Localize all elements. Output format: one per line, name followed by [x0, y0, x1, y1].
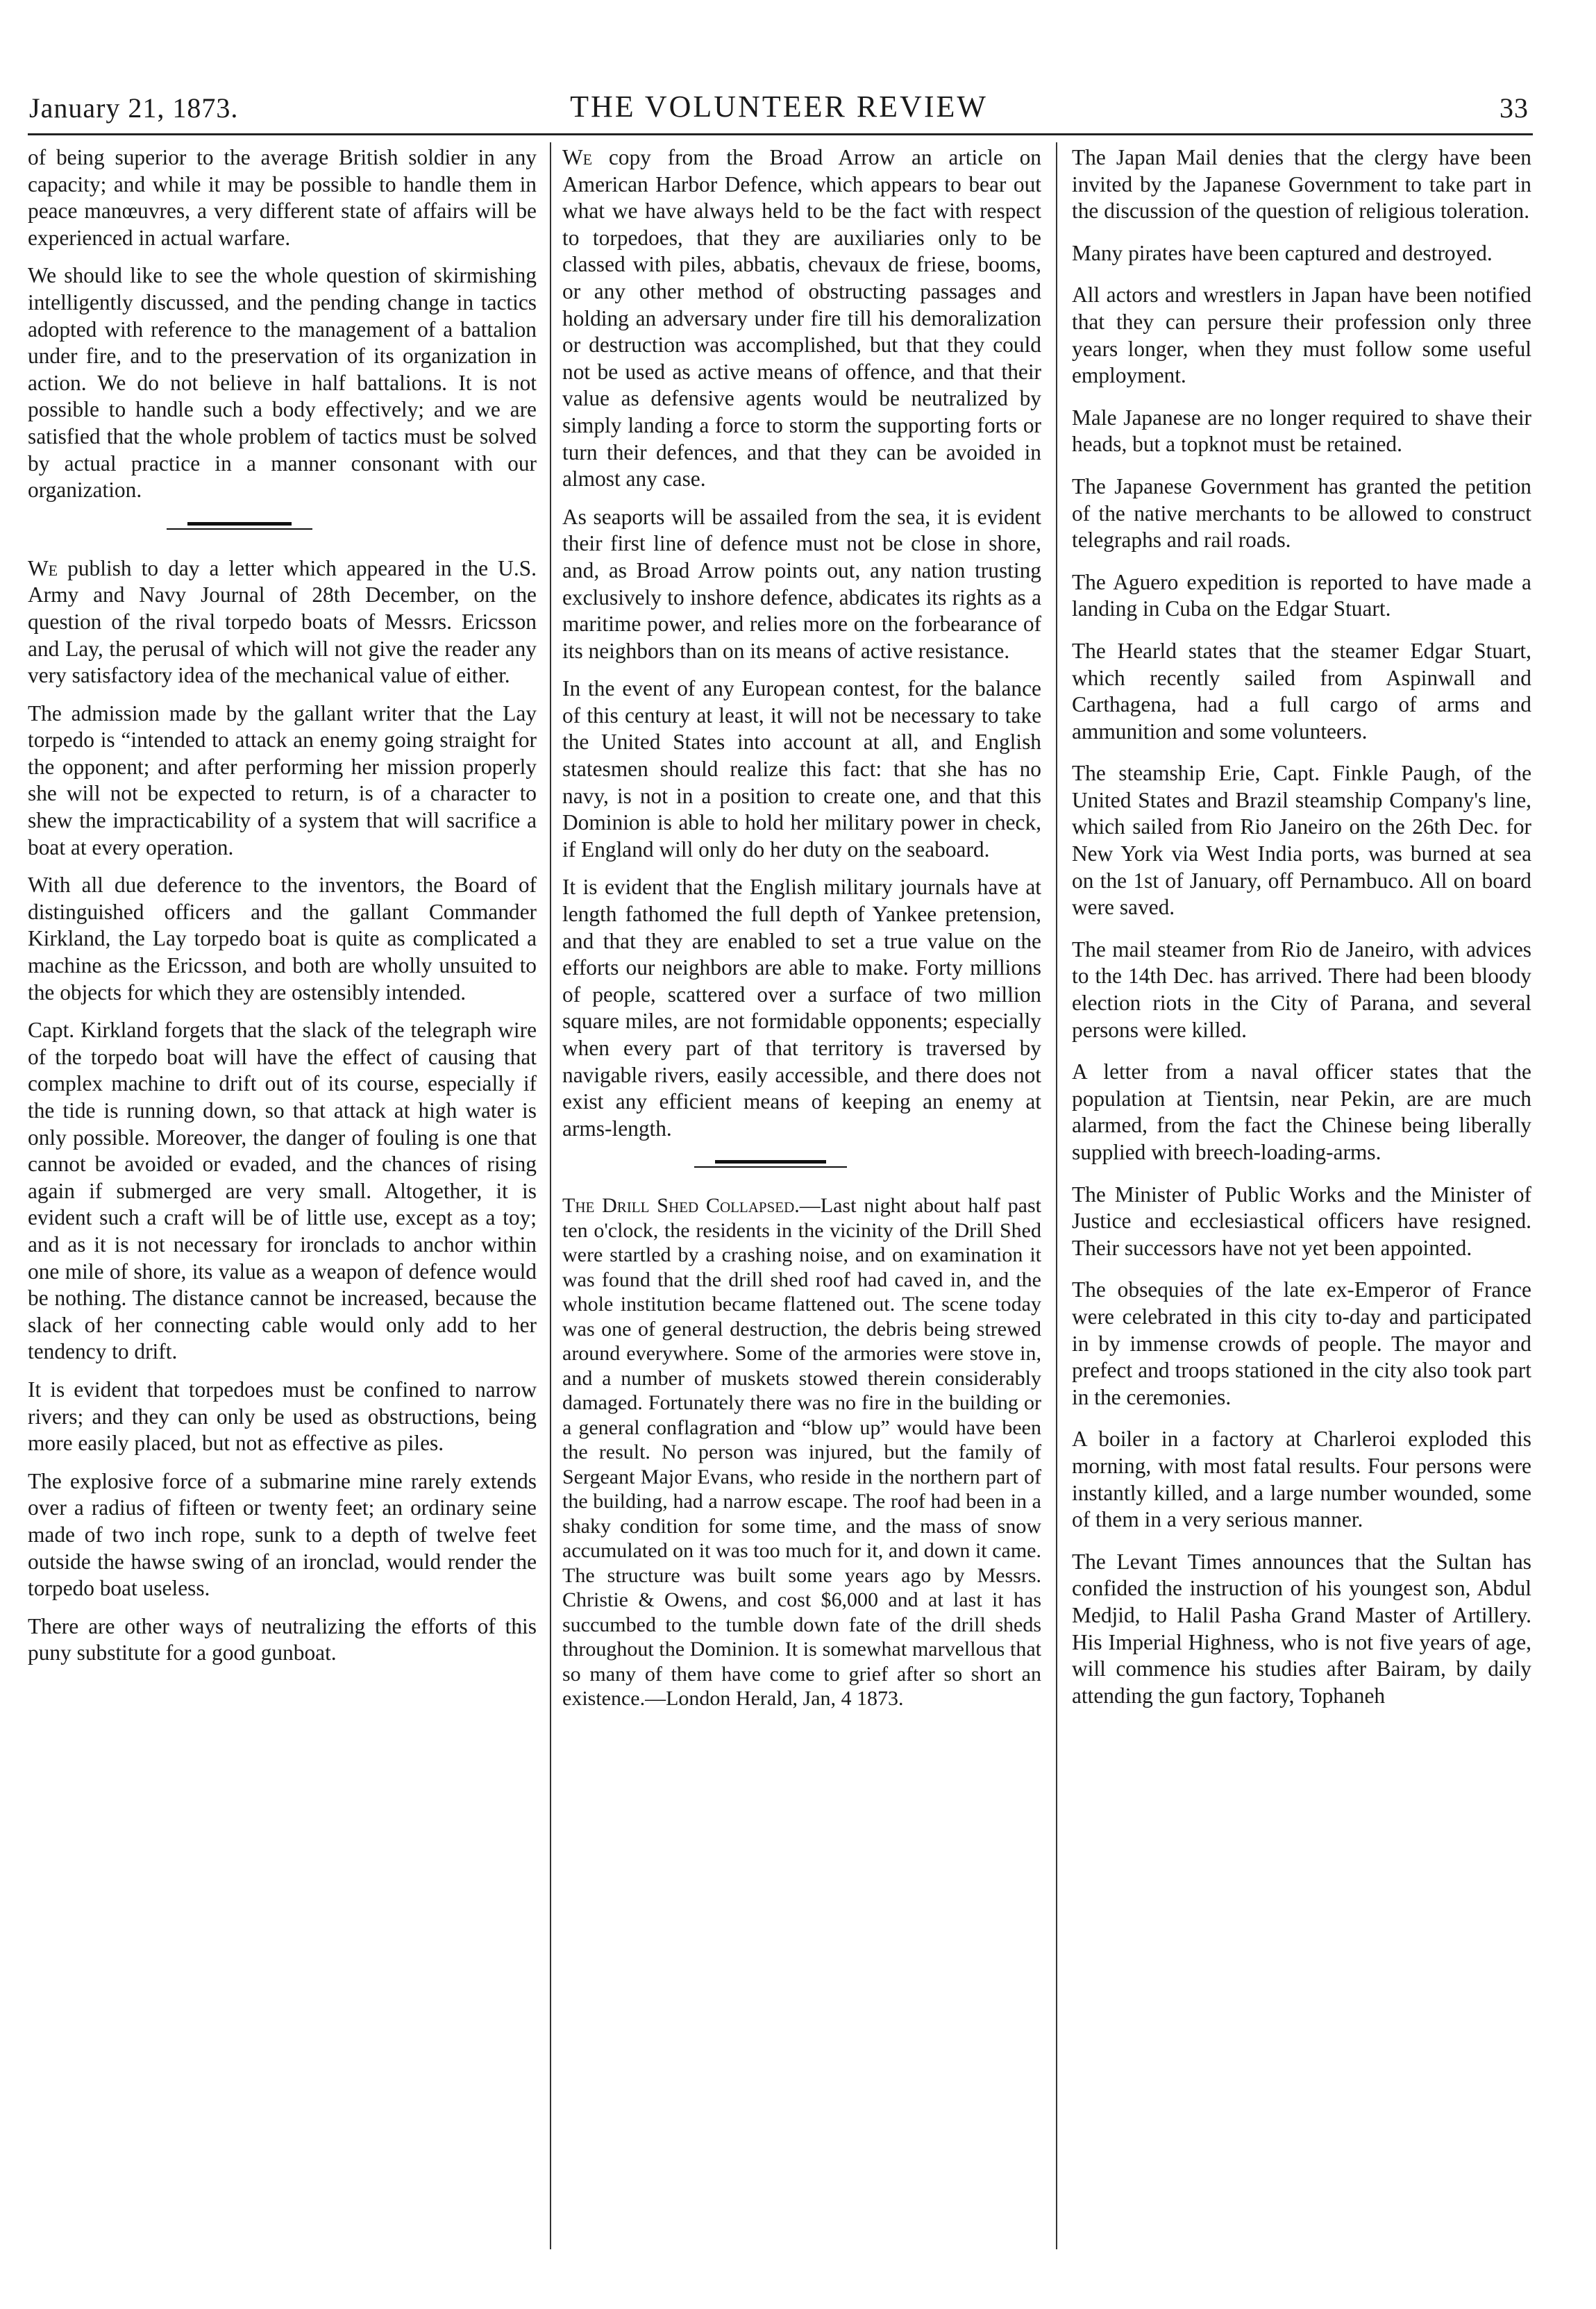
- page-header: [29, 82, 1529, 131]
- paragraph: We should like to see the whole question of skirmishing intelligently discussed, and the pending change in tactics adopted with reference to the management of a battalion under fire, and to the preservation of its organization in action. We do not believe in half battalions. It is not possible to handle such a body effectively; and we are satisfied that the whole problem of tactics must be solved by actual practice in a manner consonant with our organization.: [28, 263, 537, 503]
- lead-word: We: [562, 145, 593, 169]
- news-note: The Minister of Public Works and the Minister of Justice and ecclesiastical officers have resigned. Their successors have not yet been appointed.: [1072, 1182, 1531, 1260]
- paragraph: [28, 555, 537, 689]
- paragraph: There are other ways of neutralizing the efforts of this puny substitute for a good gunboat.: [28, 1613, 537, 1665]
- paragraph: In the event of any European contest, for the balance of this century at least, it will not be necessary to take the United States into account at all, and English statesmen should realize this fact: that she has no navy, is not in a position to create one, and that this Dominion is able to hold her military power in check, if England will only do her duty on the seaboard.: [562, 676, 1041, 862]
- column-divider: [550, 142, 551, 2249]
- news-note: The steamship Erie, Capt. Finkle Paugh, of the United States and Brazil steamship Company's line, which sailed from Rio Janeiro on the 26th Dec. for New York via West India ports, was burned at sea on the 1st of January, off Pernambuco. All on board were saved.: [1072, 761, 1531, 920]
- section-separator: [28, 518, 537, 533]
- news-note: The Japan Mail denies that the clergy have been invited by the Japanese Government to take part in the discussion of the question of religious toleration.: [1072, 145, 1531, 224]
- paragraph: With all due deference to the inventors, the Board of distinguished officers and the gallant Commander Kirkland, the Lay torpedo boat is quite as complicated a machine as the Ericsson, and both are wholly unsuited to the objects for which they are ostensibly intended.: [28, 873, 537, 1005]
- news-item-drill-shed: [562, 1193, 1041, 1711]
- paragraph: The admission made by the gallant writer that the Lay torpedo is “intended to attack an enemy going straight for the opponent; and after performing her mission properly she will not be expected to return, is of a character to shew the impracticability of a system that will sacrifice a boat at every operation.: [28, 700, 537, 859]
- news-note: The Levant Times announces that the Sultan has confided the instruction of his youngest son, Abdul Medjid, to Halil Pasha Grand Master of Artillery. His Imperial Highness, who is not five years of age, will commence his studies after Bairam, by daily attending the gun factory, Tophaneh: [1072, 1549, 1531, 1708]
- news-note: Male Japanese are no longer required to shave their heads, but a topknot must be retained.: [1072, 405, 1531, 457]
- lead-word: We: [28, 555, 58, 580]
- column-left: [28, 144, 537, 1678]
- section-separator: [562, 1156, 1041, 1171]
- news-note: The Aguero expedition is reported to have made a landing in Cuba on the Edgar Stuart.: [1072, 569, 1531, 621]
- news-note: The Japanese Government has granted the petition of the native merchants to be allowed to construct telegraphs and rail roads.: [1072, 473, 1531, 553]
- item-text: —Last night about half past ten o'clock, the residents in the vicinity of the Drill Shed were startled by a crashing noise, and on examination it was found that the drill shed roof had caved in, and the whole institution became flattened out. The scene today was one of general destruction, the debris being strewed around everywhere. Some of the armories were stove in, and a number of muskets stowed therein considerably damaged. Fortunately there was no fire in the building or a general conflagration and “blow up” would have been the result. No person was injured, but the family of Sergeant Major Evans, who reside in the northern part of the building, had a narrow escape. The roof had been in a shaky condition for some time, and the mass of snow accumulated on it was too much for it, and down it came. The structure was built some years ago by Messrs. Christie & Owens, and cost $6,000 and at last it has succumbed to the tumble down fate of the drill sheds throughout the Dominion. It is somewhat marvellous that so many of them have come to grief after so short an existence.—London Herald, Jan, 4 1873.: [562, 1194, 1041, 1711]
- news-note: The Hearld states that the steamer Edgar Stuart, which recently sailed from Aspinwall and Carthagena, had a full cargo of arms and ammunition and some volunteers.: [1072, 638, 1531, 744]
- paragraph: It is evident that the English military journals have at length fathomed the full depth of Yankee pretension, and that they are enabled to set a true value on the efforts our neighbors are able to make. Forty millions of people, scattered over a surface of two million square miles, are not formidable opponents; especially when every part of that territory is traversed by navigable rivers, easily accessible, and there does not exist any efficient means of keeping an enemy at arms-length.: [562, 875, 1041, 1141]
- news-note: Many pirates have been captured and destroyed.: [1072, 240, 1493, 265]
- header-rule: [28, 133, 1533, 135]
- column-middle: [562, 144, 1041, 1722]
- news-note: The obsequies of the late ex-Emperor of France were celebrated in this city to-day and participated in by immense crowds of people. The mayor and prefect and troops stationed in the city also took part in the ceremonies.: [1072, 1277, 1531, 1409]
- paragraph: The explosive force of a submarine mine rarely extends over a radius of fifteen or twenty feet; an ordinary seine made of two inch rope, sunk to a depth of twelve feet outside the hawse swing of an ironclad, would render the torpedo boat useless.: [28, 1468, 537, 1601]
- masthead-title: THE VOLUNTEER REVIEW: [570, 90, 988, 124]
- paragraph-text: copy from the Broad Arrow an article on American Harbor Defence, which appears to bear out what we have always held to be the fact with respect to torpedoes, that they are auxiliaries only to be classed with piles, abbatis, chevaux de friese, booms, or any other method of obstructing passages and holding an adversary under fire till his demoralization or destruction was accomplished, but that they could not be used as active means of offence, and that their value as defensive agents would be neutralized by simply landing a force to storm the supporting forts or turn their defences, and that they can be avoided in almost any case.: [562, 145, 1041, 492]
- paragraph: As seaports will be assailed from the sea, it is evident their first line of defence must not be close in shore, and, as Broad Arrow points out, any nation trusting exclusively to inshore defence, abdicates its rights as a maritime power, and relies more on the forbearance of its neighbors than on its means of active resistance.: [562, 504, 1041, 663]
- paragraph-text: publish to day a letter which appeared in the U.S. Army and Navy Journal of 28th December, on the question of the rival torpedo boats of Messrs. Ericsson and Lay, the perusal of which will not give the reader any very satisfactory idea of the mechanical value of either.: [28, 555, 537, 688]
- page-number: 33: [1500, 92, 1529, 124]
- paragraph: of being superior to the average British soldier in any capacity; and while it may be possible to handle them in peace manœuvres, a very different state of affairs will be experienced in actual warfare.: [28, 145, 537, 250]
- paragraph: It is evident that torpedoes must be confined to narrow rivers; and they can only be used as obstructions, being more easily placed, but not as effective as piles.: [28, 1377, 537, 1456]
- news-note: A boiler in a factory at Charleroi exploded this morning, with most fatal results. Four persons were instantly killed, and a large number wounded, some of them in a very serious manner.: [1072, 1427, 1531, 1532]
- news-note: The mail steamer from Rio de Janeiro, with advices to the 14th Dec. has arrived. There had been bloody election riots in the City of Parana, and several persons were killed.: [1072, 937, 1531, 1042]
- news-note: All actors and wrestlers in Japan have been notified that they can persure their profession only three years longer, when they must follow some useful employment.: [1072, 283, 1531, 388]
- paragraph: [562, 144, 1041, 493]
- item-heading: The Drill Shed Collapsed.: [562, 1194, 800, 1218]
- issue-date: January 21, 1873.: [29, 92, 239, 124]
- column-divider: [1056, 142, 1057, 2249]
- news-note: A letter from a naval officer states that the population at Tientsin, near Pekin, are are much alarmed, from the fact the Chinese being liberally supplied with breech-loading-arms.: [1072, 1059, 1531, 1164]
- column-right: [1072, 144, 1531, 1724]
- paragraph: Capt. Kirkland forgets that the slack of the telegraph wire of the torpedo boat will have the effect of causing that complex machine to drift out of its course, especially if the tide is running down, so that attack at high water is only possible. Moreover, the danger of fouling is one that cannot be avoided or evaded, and the chances of rising again if submerged are very small. Altogether, it is evident such a craft will be of little use, except as a toy; and as it is not necessary for ironclads to anchor within one mile of shore, its value as a weapon of defence would be nothing. The distance cannot be increased, because the slack of her connecting cable would only add to her tendency to drift.: [28, 1018, 537, 1364]
